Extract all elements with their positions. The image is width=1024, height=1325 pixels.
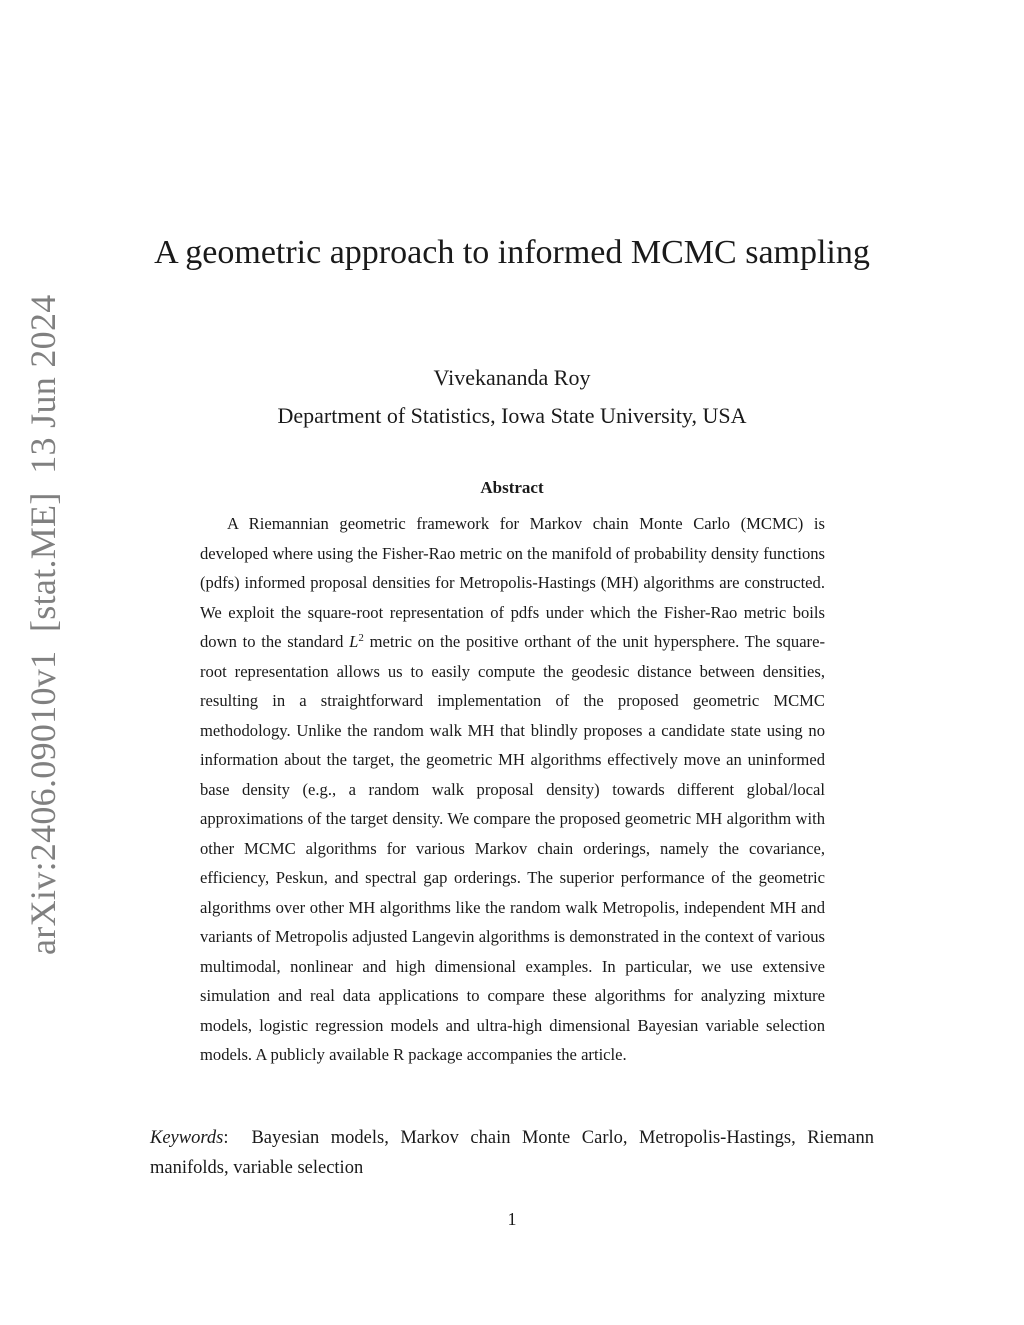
author-name: Vivekananda Roy xyxy=(433,365,591,390)
page-number: 1 xyxy=(507,1209,517,1229)
math-l2-symbol xyxy=(349,632,364,651)
author-affiliation: Department of Statistics, Iowa State University, USA xyxy=(277,403,747,428)
abstract-body xyxy=(200,509,825,1070)
math-exponent: 2 xyxy=(358,632,364,644)
keywords-section xyxy=(150,1123,874,1183)
keywords-separator: : xyxy=(223,1128,229,1148)
math-letter: L xyxy=(349,632,359,651)
keywords-list: Bayesian models, Markov chain Monte Carlo, Metropolis-Hastings, Riemann manifolds, variable selection xyxy=(150,1128,874,1178)
abstract-heading: Abstract xyxy=(480,478,544,497)
paper-title: A geometric approach to informed MCMC sampling xyxy=(154,234,870,271)
abstract-text-part-1: A Riemannian geometric framework for Markov chain Monte Carlo (MCMC) is developed where using the Fisher-Rao metric on the manifold of probability density functions (pdfs) informed proposal densities for Metropolis-Hastings (MH) algorithms are constructed. We exploit the square-root representation of pdfs under which the Fisher-Rao metric boils down to the standard xyxy=(200,514,825,651)
keywords-label: Keywords xyxy=(150,1128,224,1148)
abstract-text-part-2: metric on the positive orthant of the unit hypersphere. The square-root representation allows us to easily compute the geodesic distance between densities, resulting in a straightforward implementation of the proposed geometric MCMC methodology. Unlike the random walk MH that blindly proposes a candidate state using no information about the target, the geometric MH algorithms effectively move an uninformed base density (e.g., a random walk proposal density) towards different global/local approximations of the target density. We compare the proposed geometric MH algorithm with other MCMC algorithms for various Markov chain orderings, namely the covariance, efficiency, Peskun, and spectral gap orderings. The superior performance of the geometric algorithms over other MH algorithms like the random walk Metropolis, independent MH and variants of Metropolis adjusted Langevin algorithms is demonstrated in the context of various multimodal, nonlinear and high dimensional examples. In particular, we use extensive simulation and real data applications to compare these algorithms for analyzing mixture models, logistic regression models and ultra-high dimensional Bayesian variable selection models. A publicly available R package accompanies the article. xyxy=(200,632,825,1064)
arxiv-identifier-stamp: arXiv:2406.09010v1 [stat.ME] 13 Jun 2024 xyxy=(23,294,63,955)
